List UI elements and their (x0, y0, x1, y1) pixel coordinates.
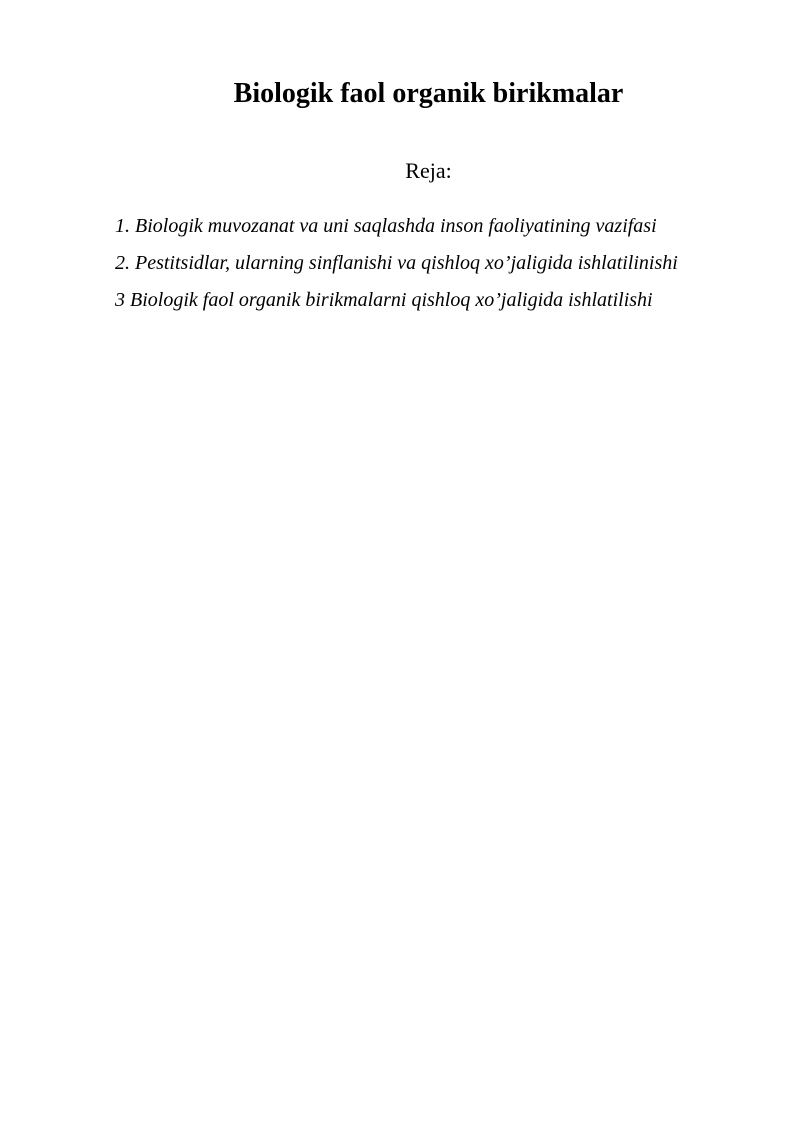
plan-item: 1. Biologik muvozanat va uni saqlashda inson faoliyatining vazifasi (115, 215, 657, 237)
plan-item: 3 Biologik faol organik birikmalarni qishloq xo’jaligida ishlatilishi (115, 289, 653, 311)
plan-item: 2. Pestitsidlar, ularning sinflanishi va qishloq xo’jaligida ishlatilinishi (115, 252, 678, 274)
document-title: Biologik faol organik birikmalar (233, 78, 624, 109)
plan-list (115, 214, 775, 325)
plan-heading: Reja: (405, 158, 452, 183)
